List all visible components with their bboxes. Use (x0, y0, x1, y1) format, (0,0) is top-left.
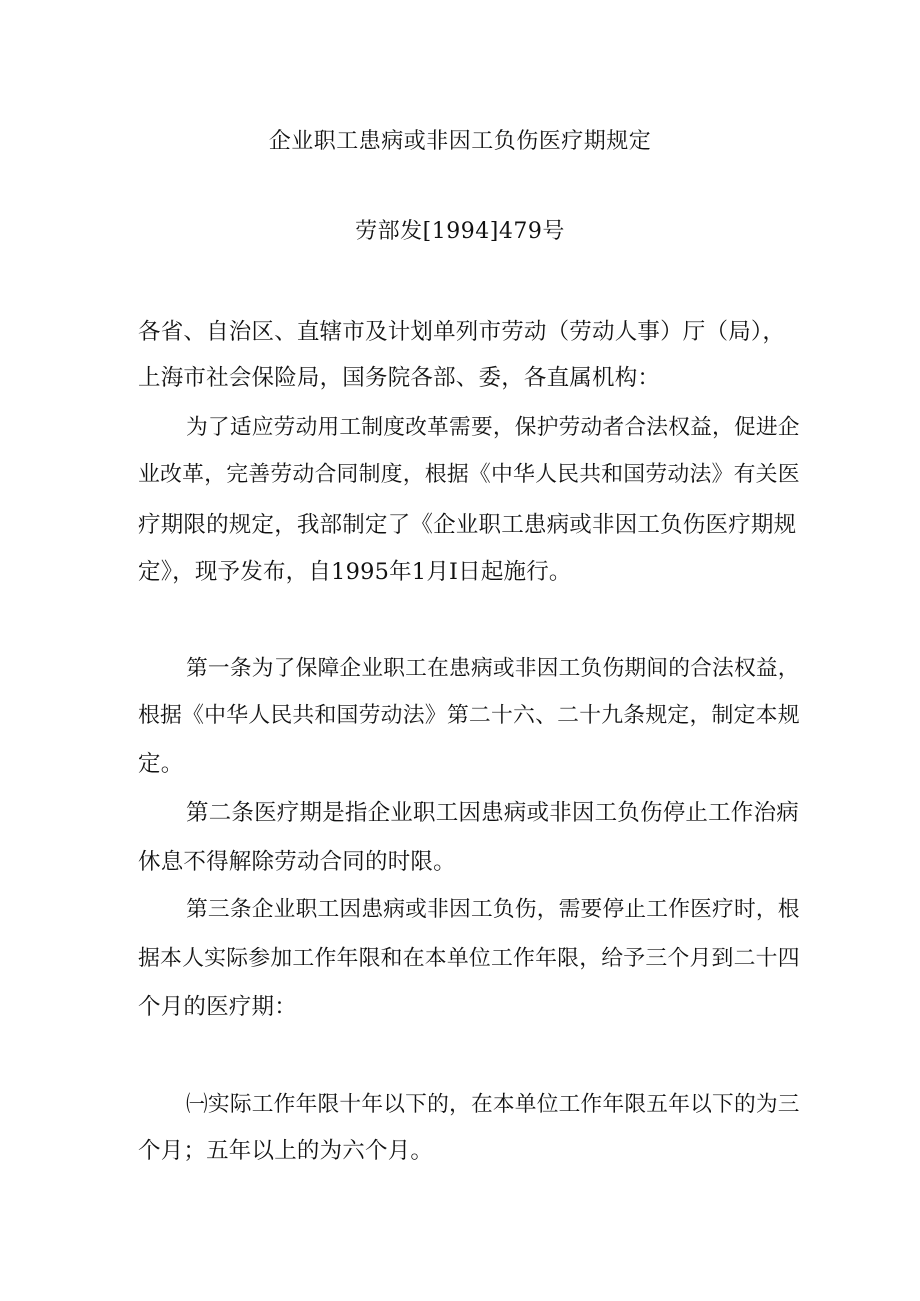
article-line: 根据《中华人民共和国劳动法》第二十六、二十九条规定，制定本规 (138, 703, 800, 728)
article-line: 个月的医疗期： (138, 994, 297, 1020)
item-line: ㈠实际工作年限十年以下的，在本单位工作年限五年以下的为三 (186, 1092, 800, 1117)
article-line: 第三条企业职工因患病或非因工负伤，需要停止工作医疗时，根 (186, 897, 800, 922)
article-line: 休息不得解除劳动合同的时限。 (138, 849, 456, 875)
item-line: 个月；五年以上的为六个月。 (138, 1138, 434, 1164)
article-line: 定。 (138, 751, 184, 777)
intro-line: 定》，现予发布，自1995年1月Ⅰ日起施行。 (138, 559, 572, 585)
intro-line: 业改革，完善劳动合同制度，根据《中华人民共和国劳动法》有关医 (138, 462, 800, 487)
intro-line: 疗期限的规定，我部制定了《企业职工患病或非因工负伤医疗期规 (138, 512, 797, 538)
article-line: 第二条医疗期是指企业职工因患病或非因工负伤停止工作治病 (186, 800, 799, 826)
document-title: 企业职工患病或非因工负伤医疗期规定 (268, 129, 652, 154)
addressee-line: 上海市社会保险局，国务院各部、委，各直属机构： (138, 365, 661, 391)
article-line: 据本人实际参加工作年限和在本单位工作年限，给予三个月到二十四 (138, 946, 800, 971)
document-number: 劳部发[1994]479号 (355, 219, 565, 244)
intro-line: 为了适应劳动用工制度改革需要，保护劳动者合法权益，促进企 (186, 415, 800, 440)
addressee-line: 各省、自治区、直辖市及计划单列市劳动（劳动人事）厅（局）， (138, 319, 786, 345)
article-line: 第一条为了保障企业职工在患病或非因工负伤期间的合法权益， (186, 656, 800, 681)
